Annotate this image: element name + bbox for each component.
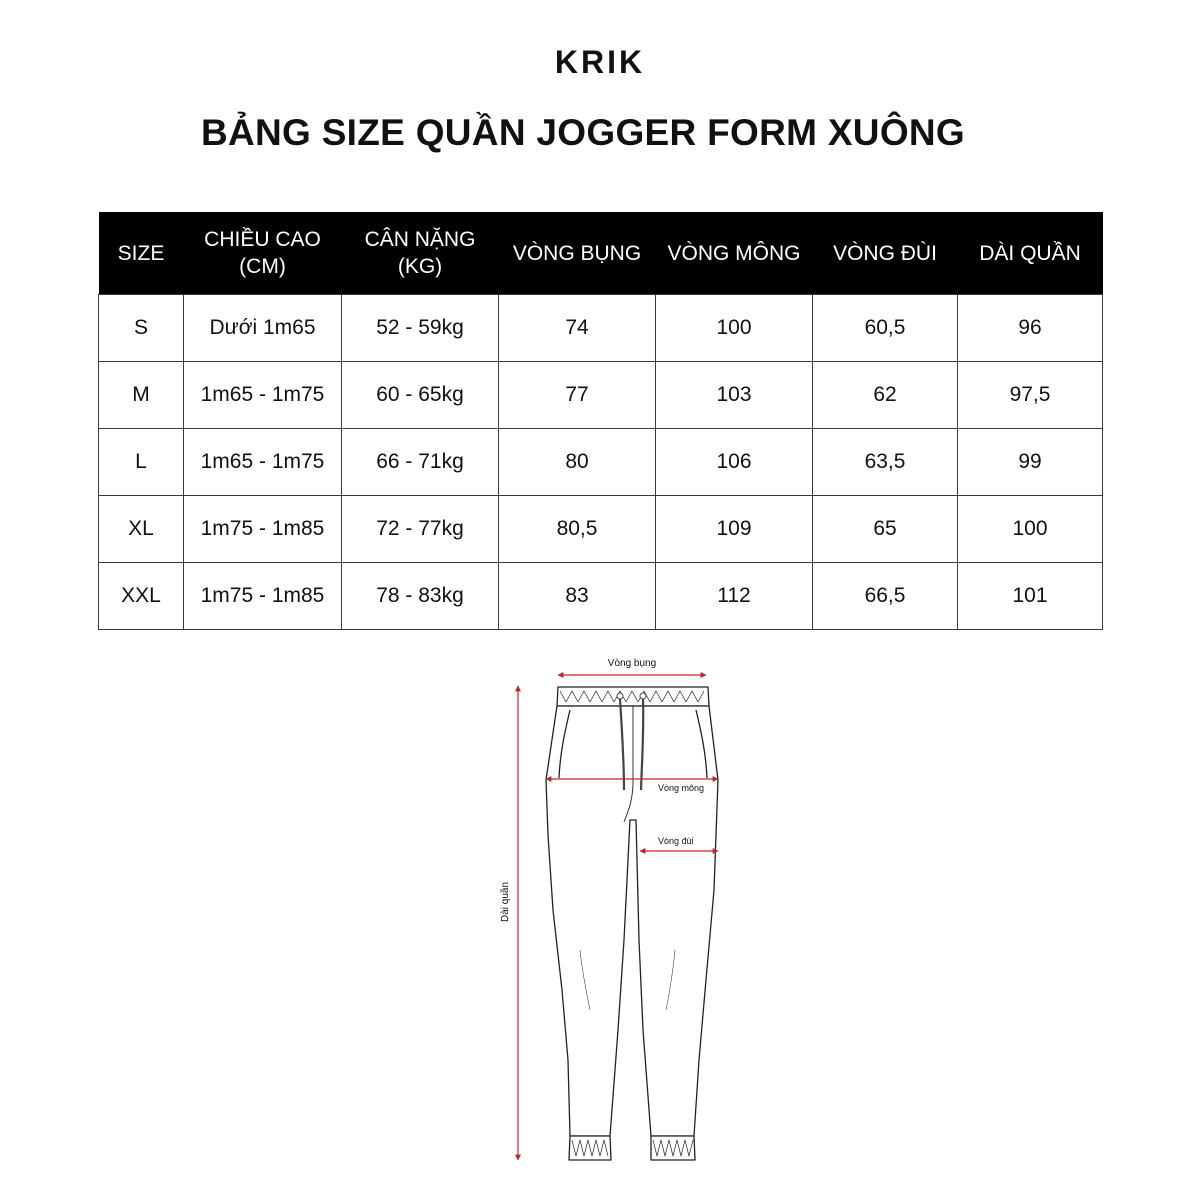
table-row: [99, 563, 1103, 630]
cell-weight: 52 - 59kg: [342, 295, 499, 362]
cell-length: 96: [958, 295, 1103, 362]
cell-size: XXL: [99, 563, 184, 630]
cell-size: XL: [99, 496, 184, 563]
header-thigh: VÒNG ĐÙI: [813, 212, 958, 295]
cell-waist: 80,5: [499, 496, 656, 563]
cell-height: Dưới 1m65: [184, 295, 342, 362]
table-row: [99, 429, 1103, 496]
table-row: [99, 362, 1103, 429]
table-row: [99, 496, 1103, 563]
cell-weight: 60 - 65kg: [342, 362, 499, 429]
cell-height: 1m75 - 1m85: [184, 496, 342, 563]
cell-thigh: 63,5: [813, 429, 958, 496]
cell-hip: 106: [656, 429, 813, 496]
cell-length: 97,5: [958, 362, 1103, 429]
pants-outline: [546, 687, 718, 1160]
header-length: DÀI QUẦN: [958, 212, 1103, 295]
table-header-row: [99, 212, 1103, 295]
cell-length: 99: [958, 429, 1103, 496]
cell-size: S: [99, 295, 184, 362]
header-weight: CÂN NẶNG (KG): [342, 212, 499, 295]
cell-waist: 80: [499, 429, 656, 496]
cell-thigh: 65: [813, 496, 958, 563]
cell-length: 100: [958, 496, 1103, 563]
header-size: SIZE: [99, 212, 184, 295]
waist-label: Vòng bụng: [607, 658, 657, 669]
size-table: [98, 212, 1103, 630]
cell-height: 1m75 - 1m85: [184, 563, 342, 630]
cell-weight: 72 - 77kg: [342, 496, 499, 563]
waistband: [557, 687, 709, 706]
header-hip: VÒNG MÔNG: [656, 212, 813, 295]
right-cuff: [651, 1136, 695, 1160]
cell-length: 101: [958, 563, 1103, 630]
jogger-pants-diagram: [490, 650, 730, 1170]
length-label: Dài quần: [500, 881, 511, 923]
header-height: CHIỀU CAO (CM): [184, 212, 342, 295]
pants-body: [546, 706, 718, 1136]
cell-height: 1m65 - 1m75: [184, 362, 342, 429]
header-waist: VÒNG BỤNG: [499, 212, 656, 295]
cell-weight: 78 - 83kg: [342, 563, 499, 630]
cell-hip: 112: [656, 563, 813, 630]
cell-thigh: 66,5: [813, 563, 958, 630]
cell-hip: 103: [656, 362, 813, 429]
thigh-label: Vòng đùi: [658, 836, 694, 846]
hip-label: Vòng mông: [658, 783, 705, 793]
cell-height: 1m65 - 1m75: [184, 429, 342, 496]
table-row: [99, 295, 1103, 362]
cell-thigh: 60,5: [813, 295, 958, 362]
brand-logo: KRIK: [554, 44, 646, 80]
cell-hip: 100: [656, 295, 813, 362]
cell-size: M: [99, 362, 184, 429]
cell-weight: 66 - 71kg: [342, 429, 499, 496]
cell-waist: 77: [499, 362, 656, 429]
cell-thigh: 62: [813, 362, 958, 429]
cell-hip: 109: [656, 496, 813, 563]
cell-size: L: [99, 429, 184, 496]
cell-waist: 83: [499, 563, 656, 630]
page-title: BẢNG SIZE QUẦN JOGGER FORM XUÔNG: [200, 112, 966, 153]
cell-waist: 74: [499, 295, 656, 362]
